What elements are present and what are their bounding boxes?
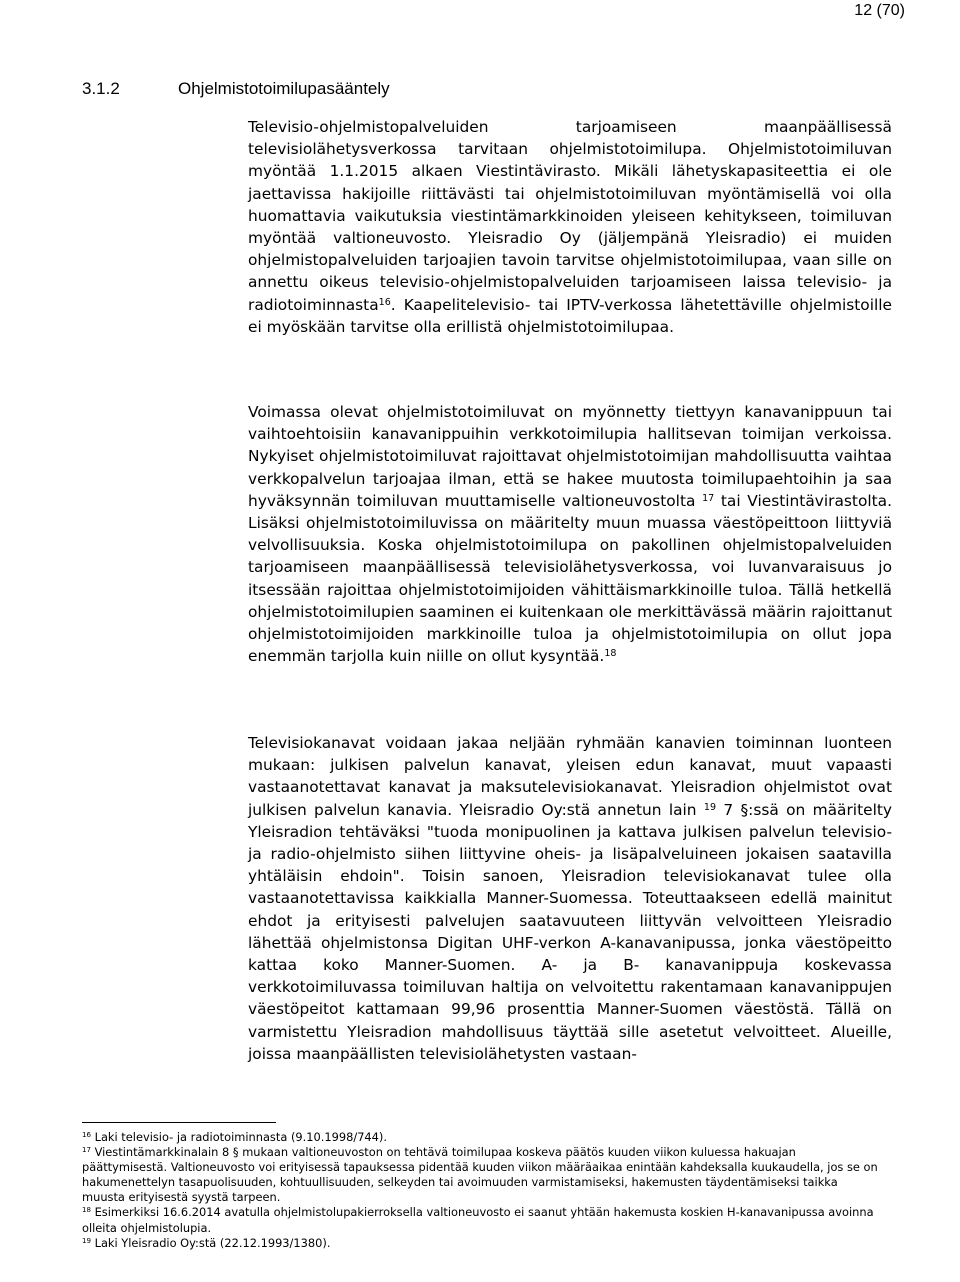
footnote-reference: 16 [378, 296, 391, 308]
footnote-reference: 17 [702, 492, 715, 504]
section-heading [82, 79, 390, 99]
paragraph-text: . Kaapelitelevisio- tai IPTV-verkossa lähetettäville ohjelmistoille ei myöskään tarvitse olla erillistä ohjelmistotoimilupaa. [248, 295, 892, 336]
footnote-text: Laki Yleisradio Oy:stä (22.12.1993/1380). [94, 1235, 331, 1250]
footnote-number: 16 [82, 1130, 91, 1140]
body-paragraph [248, 401, 892, 667]
paragraph-text: Voimassa olevat ohjelmistotoimiluvat on myönnetty tiettyyn kanavanippuun tai vaihtoehtoisiin kanavanippuihin verkkotoimilupia hallitsevan toimijan verkoissa. Nykyiset ohjelmistotoimiluvat rajoittavat ohjelmistotoimijan mahdollisuutta vaihtaa verkkopalvelun tarjoajaa ilman, että se hakee muutosta toimilupaehtoihin ja saa hyväksynnän toimiluvan muuttamiselle valtioneuvostolta [248, 403, 892, 510]
footnotes [82, 1130, 882, 1251]
body-paragraph [248, 116, 892, 338]
footnote-reference: 18 [604, 647, 617, 659]
footnote [82, 1205, 882, 1235]
footnote-number: 17 [82, 1145, 91, 1155]
footnote-text: Laki televisio- ja radiotoiminnasta (9.10.1998/744). [94, 1130, 387, 1144]
footnote [82, 1145, 882, 1205]
footnote-number: 18 [82, 1205, 91, 1215]
footnote-text: Esimerkiksi 16.6.2014 avatulla ohjelmistolupakierroksella valtioneuvosto ei saanut yhtään hakemusta koskien H-kanavanipussa avoinna olleita ohjelmistolupia. [82, 1205, 874, 1235]
paragraph-text: tai Viestintävirastolta. Lisäksi ohjelmistotoimiluvissa on määritelty muun muassa väestöpeittoon liittyviä velvollisuuksia. Koska ohjelmistotoimilupa on pakollinen ohjelmistopalveluiden tarjoamiseen maanpäällisessä televisiolähetysverkossa, voi luvanvaraisuus jo itsessään rajoittaa ohjelmistotoimijoiden vähittäismarkkinoille tuloa. Tällä hetkellä ohjelmistotoimilupien saaminen ei kuitenkaan ole merkittävässä määrin rajoittanut ohjelmistotoimijoiden markkinoille tuloa ja ohjelmistotoimilupia on ollut jopa enemmän tarjolla kuin niille on ollut kysyntää. [248, 491, 892, 666]
body-paragraph [248, 732, 892, 1065]
footnote [82, 1236, 882, 1251]
section-title: Ohjelmistotoimilupasääntely [178, 79, 390, 98]
footnote [82, 1130, 882, 1145]
paragraph-text: 7 §:ssä on määritelty Yleisradion tehtäväksi "tuoda monipuolinen ja kattava julkisen palvelun televisio- ja radio-ohjelmisto siihen liittyvine oheis- ja lisäpalveluineen jokaisen saatavilla yhtäläisin ehdoin". Toisin sanoen, Yleisradion televisiokanavat tulee olla vastaanotettavissa kaikkialla Manner-Suomessa. Toteuttaakseen edellä mainitut ehdot ja erityisesti palvelujen saatavuuteen liittyvän velvoitteen Yleisradio lähettää ohjelmistonsa Digitan UHF-verkon A-kanavanipussa, jonka väestöpeitto kattaa koko Manner-Suomen. A- ja B- kanavanippuja koskevassa verkkotoimiluvassa toimiluvan haltija on velvoitettu rakentamaan kanavanippujen väestöpeitot kattamaan 99,96 prosenttia Manner-Suomen väestöstä. Tällä on varmistettu Yleisradion mahdollisuus täyttää sille asetetut velvoitteet. Alueille, joissa maanpäällisten televisiolähetysten vastaan- [248, 800, 892, 1063]
section-number: 3.1.2 [82, 79, 120, 98]
footnote-text: Viestintämarkkinalain 8 § mukaan valtioneuvoston on tehtävä toimilupaa koskeva päätös kuuden viikon kuluessa hakuajan päättymisestä. Valtioneuvosto voi erityisessä tapauksessa pidentää kuuden viikon määräaikaa enintään kahdeksalla kuukaudella, jos se on hakumenettelyn tasapuolisuuden, kohtuullisuuden, selkeyden tai avoimuuden varmistamiseksi, hakemusten täydentämiseksi taikka muusta erityisestä syystä tarpeen. [82, 1145, 878, 1205]
page-number: 12 (70) [854, 2, 905, 19]
paragraph-text: Televisio-ohjelmistopalveluiden tarjoamiseen maanpäällisessä televisiolähetysverkossa tarvitaan ohjelmistotoimilupa. Ohjelmistotoimiluvan myöntää 1.1.2015 alkaen Viestintävirasto. Mikäli lähetyskapasiteettia ei ole jaettavissa hakijoille riittävästi tai ohjelmistotoimiluvan myöntämisellä voi olla huomattavia vaikutuksia viestintämarkkinoiden yleiseen kehitykseen, toimiluvan myöntää valtioneuvosto. Yleisradio Oy (jäljempänä Yleisradio) ei muiden ohjelmistopalveluiden tarjoajien tavoin tarvitse ohjelmistotoimilupaa, vaan sille on annettu oikeus televisio-ohjelmistopalveluiden tarjoamiseen laissa televisio- ja radiotoiminnasta [248, 118, 892, 314]
footnote-number: 19 [82, 1235, 91, 1245]
paragraph-text: Televisiokanavat voidaan jakaa neljään ryhmään kanavien toiminnan luonteen mukaan: julkisen palvelun kanavat, yleisen edun kanavat, muut vapaasti vastaanotettavat kanavat ja maksutelevisiokanavat. Yleisradion ohjelmistot ovat julkisen palvelun kanavia. Yleisradio Oy:stä annetun lain [248, 734, 892, 819]
footnote-reference: 19 [703, 801, 717, 813]
footnote-separator [82, 1122, 276, 1123]
